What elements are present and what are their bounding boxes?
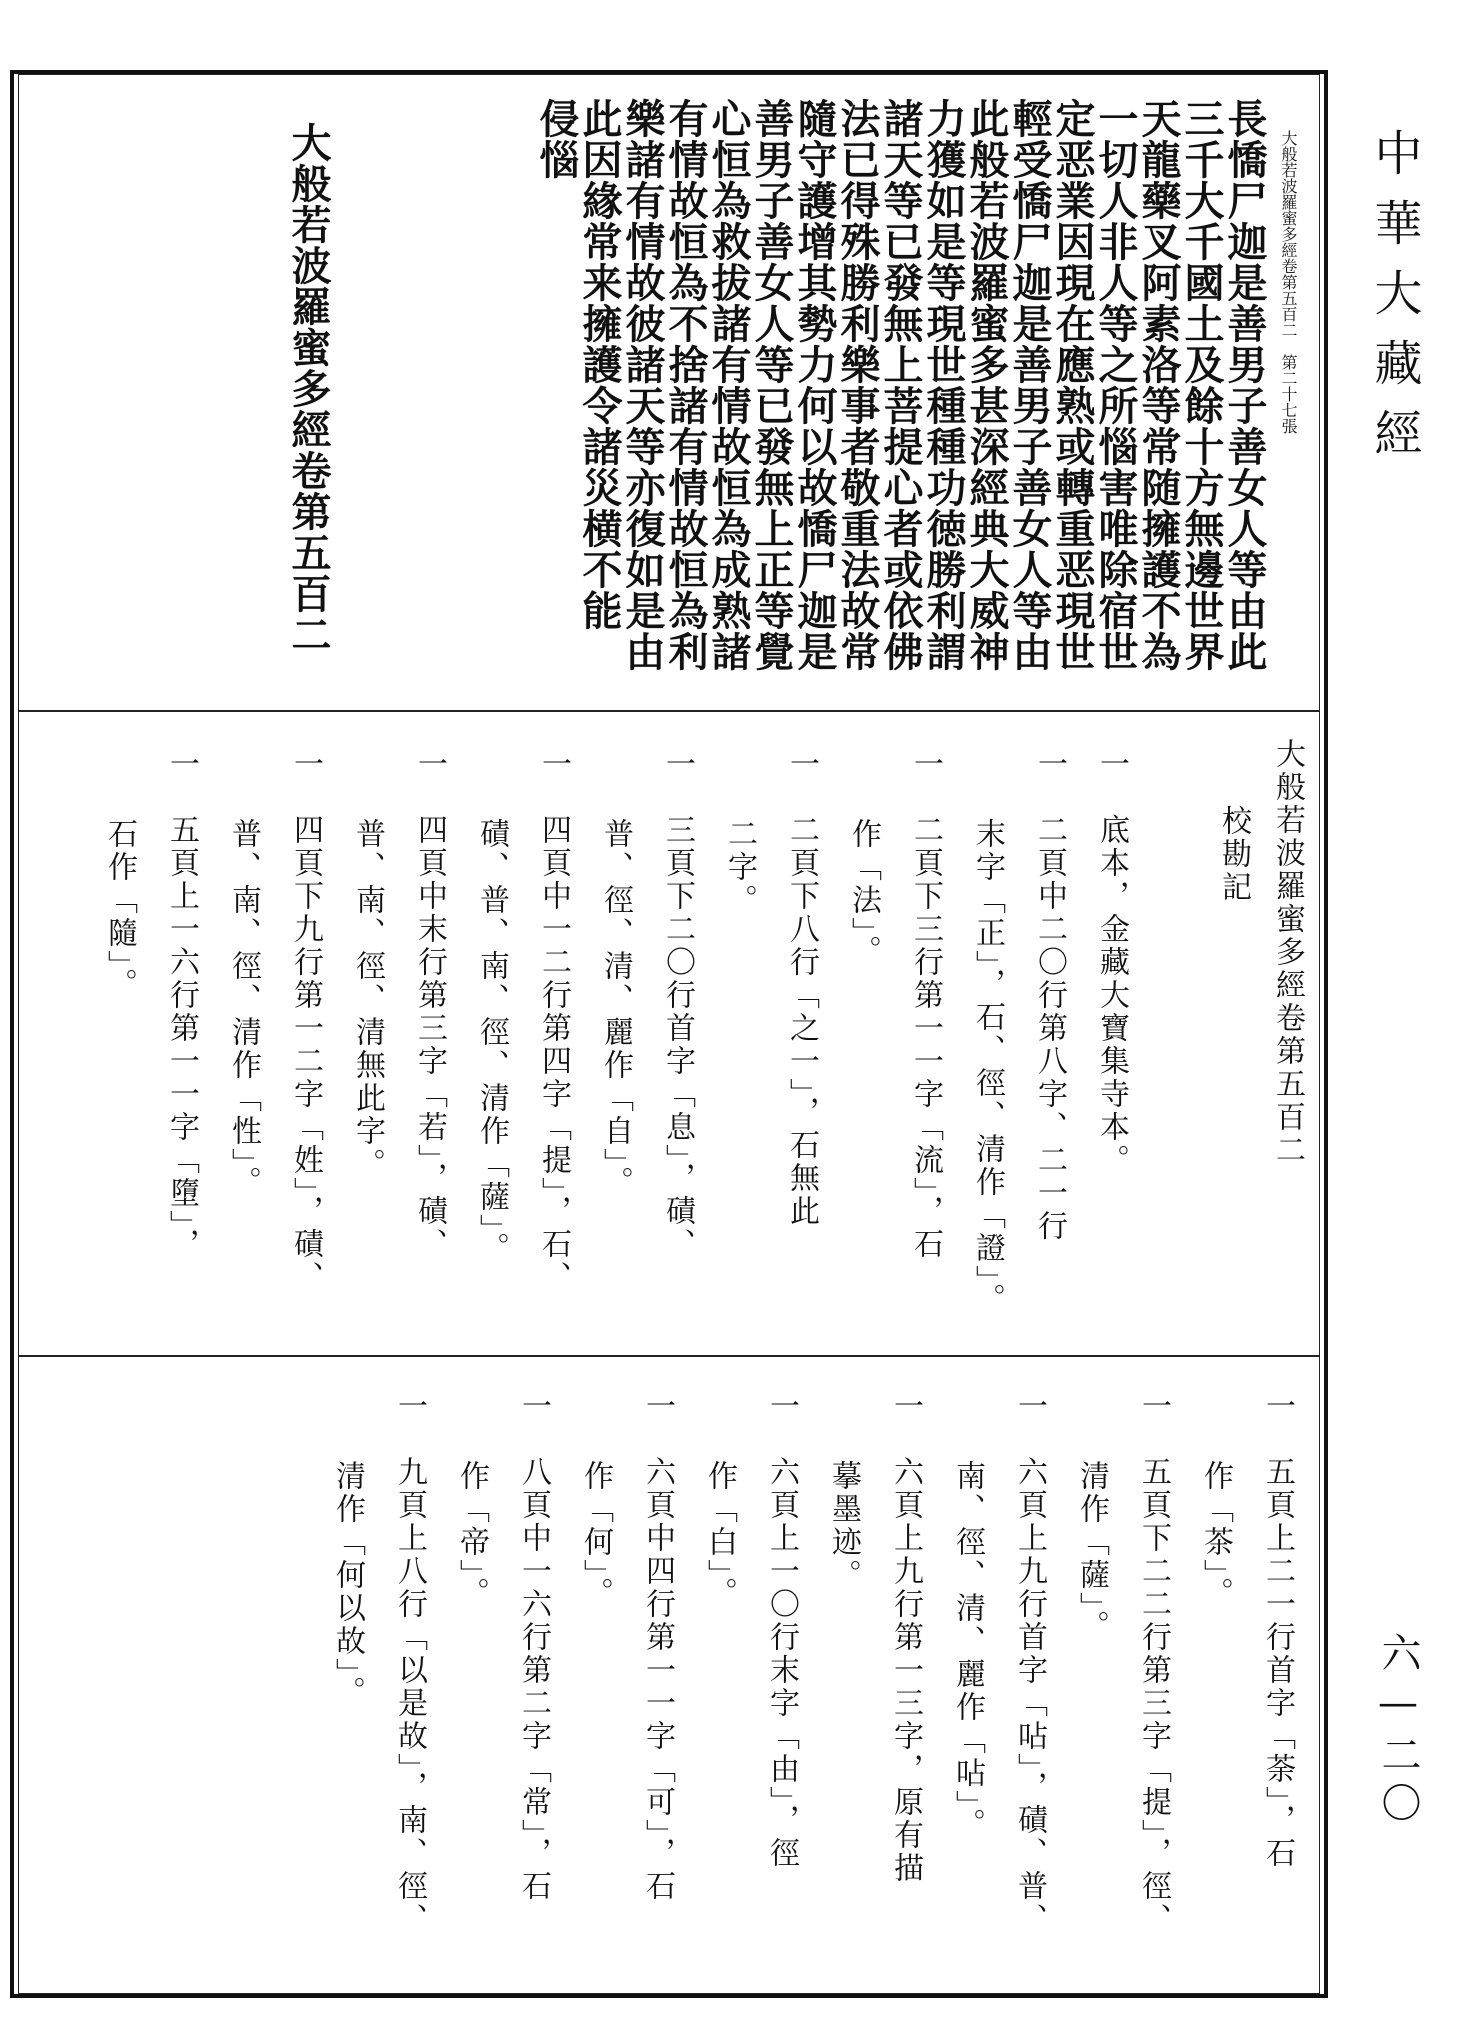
collation-note: 一 五頁上二一行首字「荼」，石 [1260,1390,1295,1870]
scripture-line: 定恶業因現在應熟或轉重恶現世 [1049,98,1096,672]
collation-note: 一 八頁中一六行第二字「常」，石 [516,1390,551,1903]
collation-note: 清作「何以故」。 [330,1460,365,1709]
scripture-line: 有情故恒為不捨諸有情故恒為利 [662,98,709,672]
collation-note: 一 四頁下九行第一二字「姓」，磧、 [288,748,323,1294]
collation-note: 一 六頁上一〇行末字「由」，徑 [764,1390,799,1870]
scripture-line: 天龍藥叉阿素洛等常随擁護不為 [1135,98,1182,672]
collation-note: 作「白」。 [702,1460,737,1610]
scripture-line: 侵惱 [533,98,580,180]
collation-note: 二字。 [722,818,757,917]
collation-note: 一 五頁下二二行第三字「提」，徑、 [1136,1390,1171,1936]
scripture-line: 輕受憍尸迦是善男子善女人等由 [1006,98,1053,672]
scripture-line: 心恒為救拔諸有情故恒為成熟諸 [705,98,752,672]
section-divider-2 [18,1355,1320,1357]
scripture-line: 三千大千國土及餘十方無邊世界 [1178,98,1225,672]
collation-note: 一 二頁下三行第一一字「流」，石 [908,748,943,1261]
scripture-line: 樂諸有情故彼諸天等亦復如是由 [619,98,666,672]
collation-note: 石作「隨」。 [102,818,137,1001]
collation-note: 普、徑、清、麗作「自」。 [598,818,633,1199]
scripture-line: 長憍尸迦是善男子善女人等由此 [1221,98,1268,672]
closing-title: 大般若波羅蜜多經卷第五百二 [285,122,332,655]
collation-note: 一 六頁上九行第一三字，原有描 [888,1390,923,1885]
collation-note: 一 二頁下八行「之一」，石無此 [784,748,819,1228]
collation-note: 作「何」。 [578,1460,613,1610]
scripture-line: 一切人非人等之所惱害唯除宿世 [1092,98,1139,672]
collation-note: 一 六頁上九行首字「呫」，磧、普、 [1012,1390,1047,1936]
scripture-line: 法已得殊勝利樂事者敬重法故常 [834,98,881,672]
margin-note: 大般若波羅蜜多經卷第五百二 第二十七張 [1279,130,1298,434]
collation-note: 作「帝」。 [454,1460,489,1610]
page-number: 六—二〇 [1375,1632,1421,1830]
collation-note: 一 五頁上一六行第一一字「墮」， [164,748,199,1261]
collation-note: 一 四頁中末行第三字「若」，磧、 [412,748,447,1261]
collation-note: 南、徑、清、麗作「呫」。 [950,1460,985,1841]
collation-note: 作「茶」。 [1198,1460,1233,1610]
collection-title: 中華大藏經 [1366,128,1422,478]
scripture-line: 諸天等已發無上菩提心者或依佛 [877,98,924,672]
collation-note: 清作「薩」。 [1074,1460,1109,1643]
collation-note: 末字「正」，石、徑、清作「證」。 [970,818,1005,1316]
scripture-line: 此因緣常来擁護令諸災横不能 [576,98,623,631]
collation-title: 大般若波羅蜜多經卷第五百二 [1270,738,1305,1167]
collation-note: 摹墨迹。 [826,1460,861,1592]
section-divider-1 [18,710,1320,712]
scripture-line: 力獲如是等現世種種功徳勝利謂 [920,98,967,672]
collation-note: 磧、普、南、徑、清作「薩」。 [474,818,509,1265]
collation-note: 一 三頁下二〇行首字「息」，磧、 [660,748,695,1261]
collation-note: 一 九頁上八行「以是故」，南、徑、 [392,1390,427,1936]
scripture-line: 善男子善女人等已發無上正等覺 [748,98,795,672]
collation-subtitle: 校勘記 [1216,805,1251,904]
collation-note: 一 底本，金藏大寶集寺本。 [1094,748,1129,1177]
scripture-line: 此般若波羅蜜多甚深經典大威神 [963,98,1010,672]
collation-note: 作「法」。 [846,818,881,968]
collation-note: 普、南、徑、清作「性」。 [226,818,261,1199]
collation-note: 普、南、徑、清無此字。 [350,818,385,1181]
collation-note: 一 四頁中一二行第四字「提」，石、 [536,748,571,1294]
collation-note: 一 六頁中四行第一一字「可」，石 [640,1390,675,1903]
collation-note: 一 二頁中二〇行第八字、二一行 [1032,748,1067,1243]
scripture-line: 隨守護增其勢力何以故憍尸迦是 [791,98,838,672]
